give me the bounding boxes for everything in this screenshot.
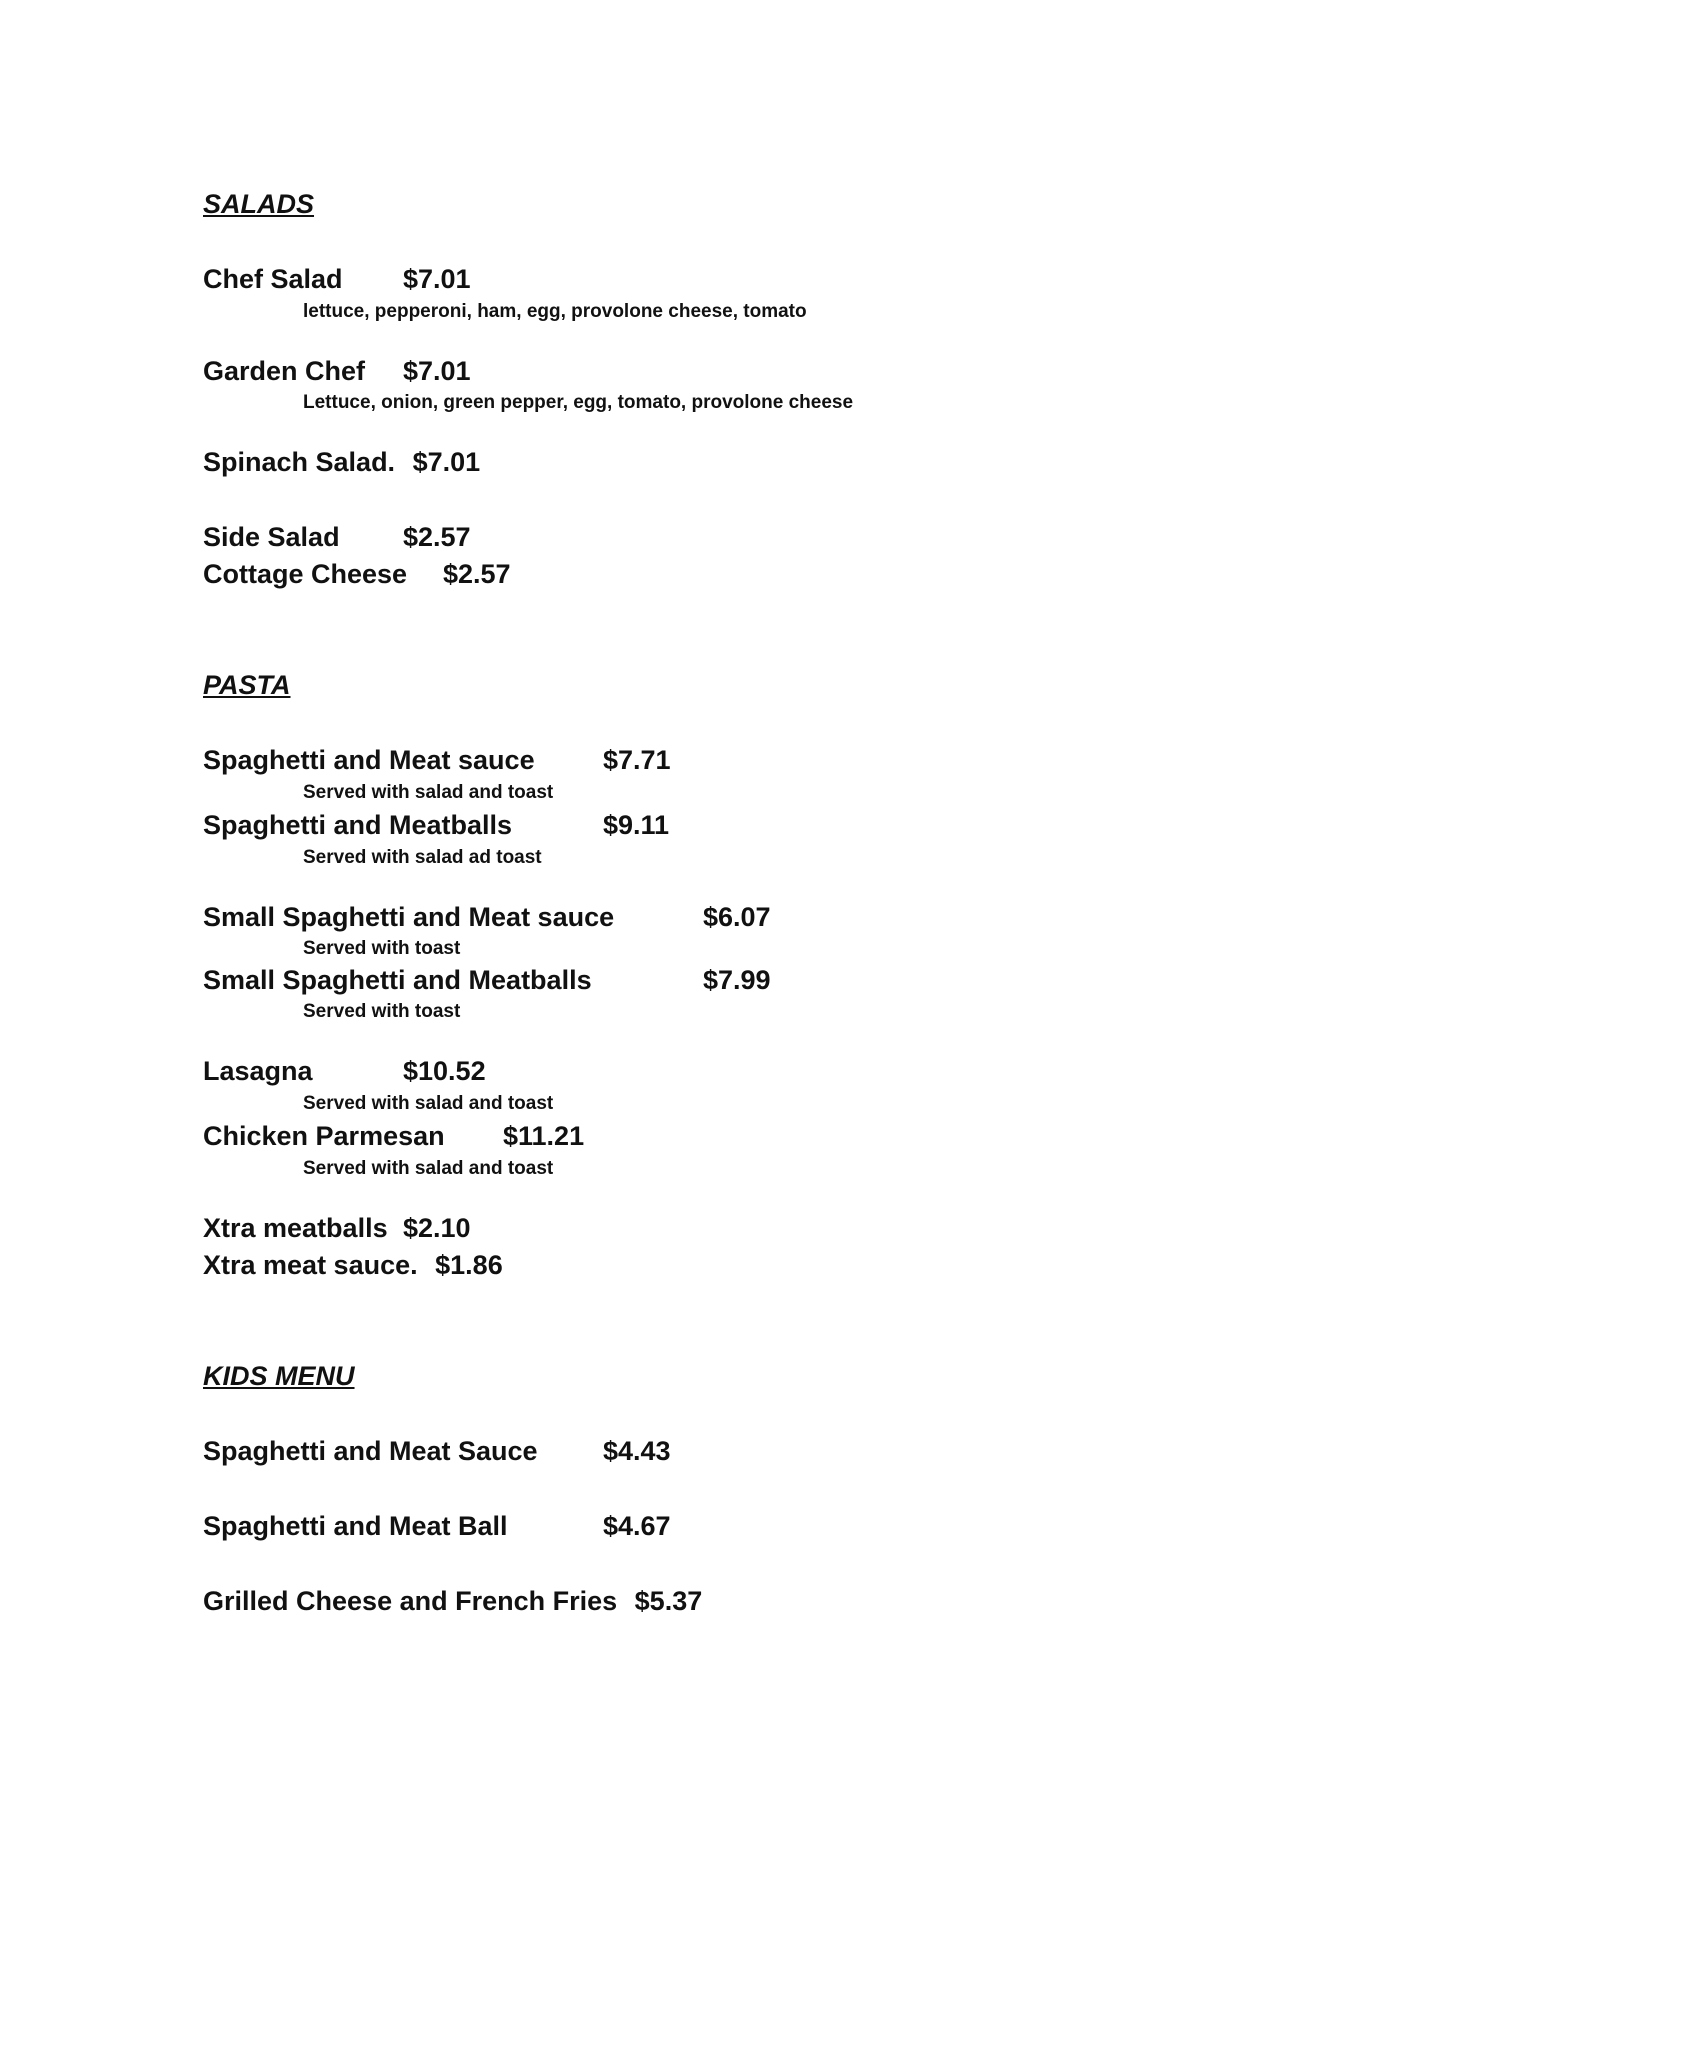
menu-item-kids-grilled-cheese-fries [203,1584,702,1618]
item-name: Small Spaghetti and Meatballs [203,965,592,995]
item-name: Spinach Salad. [203,447,396,477]
menu-item-small-spaghetti-meatballs [203,963,771,997]
menu-item-side-salad [203,520,471,554]
item-price: $11.21 [503,1121,585,1151]
menu-item-spaghetti-meat-sauce [203,743,671,777]
item-description: Served with salad ad toast [303,847,542,868]
item-price: $6.07 [703,902,771,932]
item-price: $9.11 [603,810,670,840]
menu-item-garden-chef [203,354,471,388]
kids-menu-heading: KIDS MENU [203,1361,355,1391]
item-price: $7.01 [412,447,481,477]
menu-item-cottage-cheese [203,557,511,591]
item-name: Chicken Parmesan [203,1121,445,1151]
item-description: Served with toast [303,1001,461,1022]
item-name: Xtra meat sauce. [203,1250,418,1280]
item-description: Served with toast [303,938,461,959]
menu-item-xtra-meat-sauce [203,1248,503,1282]
pasta-heading: PASTA [203,670,291,700]
item-price: $7.71 [603,745,671,775]
item-description: Lettuce, onion, green pepper, egg, tomato, provolone cheese [303,392,854,413]
item-price: $10.52 [403,1056,486,1086]
item-price: $2.57 [403,522,471,552]
item-price: $4.43 [603,1436,671,1466]
item-price: $4.67 [603,1511,671,1541]
item-price: $7.99 [703,965,771,995]
item-price: $1.86 [435,1250,503,1280]
item-name: Spaghetti and Meatballs [203,810,513,840]
item-name: Spaghetti and Meat Sauce [203,1436,538,1466]
item-name: Grilled Cheese and French Fries [203,1586,618,1616]
item-description: Served with salad and toast [303,782,554,803]
menu-item-chef-salad [203,262,471,296]
menu-item-spaghetti-meatballs [203,808,670,842]
item-price: $2.10 [403,1213,471,1243]
menu-item-xtra-meatballs [203,1211,471,1245]
item-name: Xtra meatballs [203,1213,388,1243]
item-description: lettuce, pepperoni, ham, egg, provolone cheese, tomato [303,301,807,322]
item-description: Served with salad and toast [303,1158,554,1179]
item-name: Spaghetti and Meat sauce [203,745,535,775]
item-price: $7.01 [403,264,471,294]
item-name: Small Spaghetti and Meat sauce [203,902,615,932]
item-name: Garden Chef [203,356,366,386]
item-name: Spaghetti and Meat Ball [203,1511,508,1541]
salads-heading: SALADS [203,189,315,219]
menu-item-chicken-parmesan [203,1119,585,1153]
menu-item-kids-spaghetti-meat-ball [203,1509,671,1543]
menu-item-small-spaghetti-meat-sauce [203,900,771,934]
menu-item-kids-spaghetti-meat-sauce [203,1434,671,1468]
item-price: $2.57 [443,559,511,589]
item-name: Lasagna [203,1056,313,1086]
item-name: Side Salad [203,522,340,552]
item-name: Chef Salad [203,264,343,294]
menu-item-lasagna [203,1054,486,1088]
item-name: Cottage Cheese [203,559,408,589]
menu-item-spinach-salad [203,445,480,479]
item-description: Served with salad and toast [303,1093,554,1114]
item-price: $7.01 [403,356,471,386]
item-price: $5.37 [634,1586,703,1616]
